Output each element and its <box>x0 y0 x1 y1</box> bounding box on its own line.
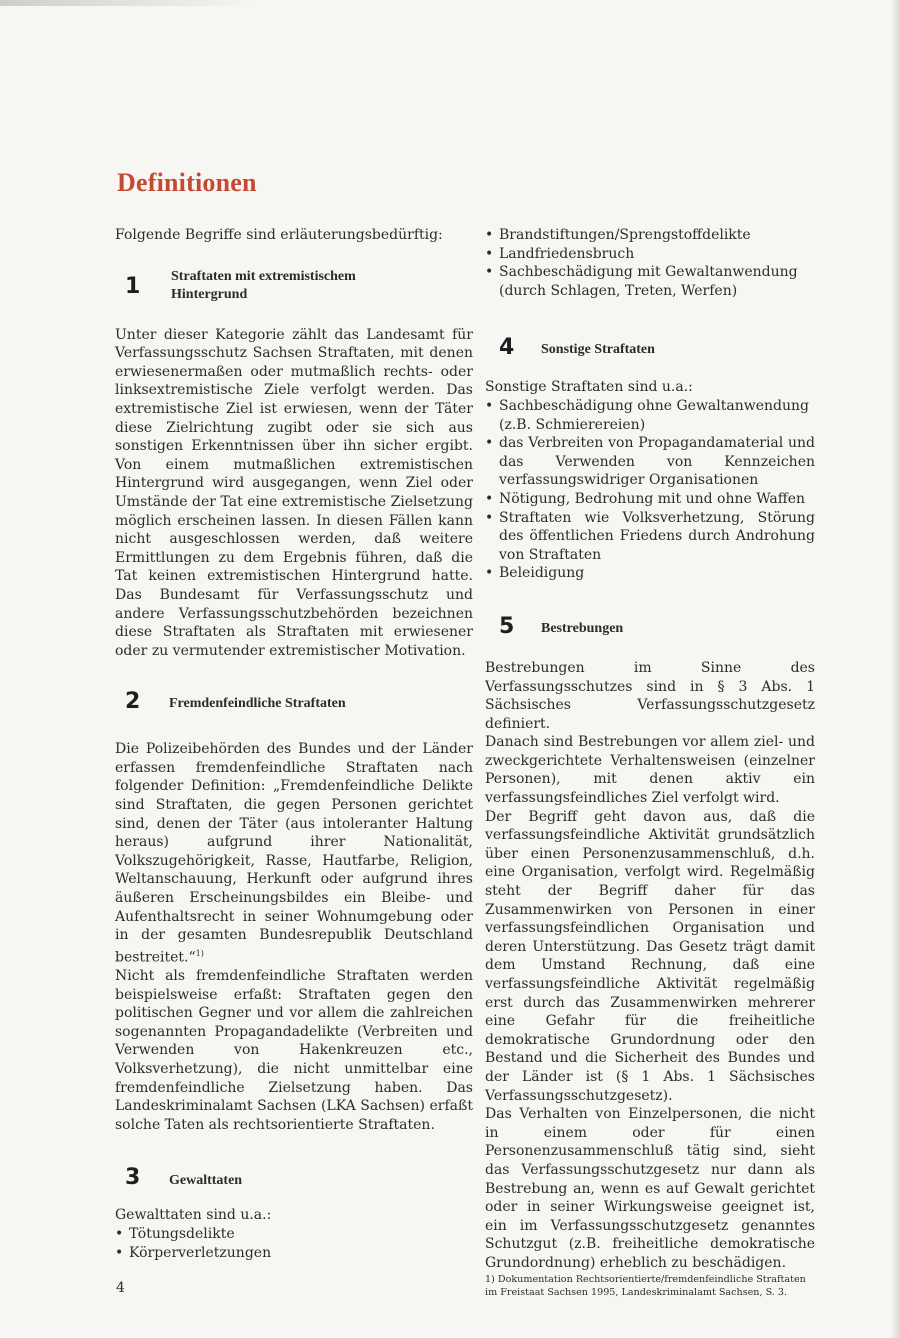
section-4-lead: Sonstige Straftaten sind u.a.: <box>485 379 693 396</box>
section-title: Sonstige Straftaten <box>541 342 655 358</box>
intro-text: Folgende Begriffe sind erläuterungsbedürftig: <box>115 227 443 243</box>
footnote: 1) Dokumentation Rechtsorientierte/fremdenfeindliche Straftaten im Freistaat Sachsen 1995, Landeskriminalamt Sachsen, S. 3. <box>485 1273 806 1298</box>
section-3-heading <box>115 1166 473 1190</box>
section-4-heading <box>485 336 815 360</box>
section-number: 3 <box>125 1165 141 1191</box>
section-number: 5 <box>499 613 515 639</box>
page-title: Definitionen <box>117 168 257 197</box>
section-3-list-right <box>485 226 815 300</box>
section-1-text: Unter dieser Kategorie zählt das Landesamt für Verfassungsschutz Sachsen Straftaten, mit denen erwiesenermaßen oder mutmaßlich rechts- oder linksextremistische Ziele verfolgt werden. Das extremistische Ziel ist erwiesen, wenn der Täter diese Zielrichtung zugibt oder sie sich aus sonstigen Erkenntnissen über ihn sicher ergibt. Von einem mutmaßlichen extremistischen Hintergrund wird ausgegangen, wenn Ziel oder Umstände der Tat eine extremistische Zielsetzung möglich erscheinen lassen. In diesen Fällen kann nicht ausgeschlossen werden, daß weitere Ermittlungen zu dem Ergebnis führen, daß die Tat keinen extremistischen Hintergrund hatte. Das Bundesamt für Verfassungsschutz und andere Verfassungsschutzbehörden bezeichnen diese Straftaten als Straftaten mit erwiesener oder zu vermutender extremistischer Motivation. <box>115 326 473 659</box>
list-item: • Straftaten wie Volksverhetzung, Störung des öffentlichen Friedens durch Androhung von Straftaten <box>485 509 815 565</box>
section-title: Bestrebungen <box>541 620 624 636</box>
list-item: • Sachbeschädigung mit Gewaltanwendung (durch Schlagen, Treten, Werfen) <box>485 263 815 300</box>
list-item: • Körperverletzungen <box>115 1244 473 1263</box>
section-3-list-left <box>115 1225 473 1262</box>
scan-edge-shadow <box>0 0 260 6</box>
list-item: • Nötigung, Bedrohung mit und ohne Waffen <box>485 490 815 509</box>
section-number: 2 <box>125 689 141 715</box>
list-item: • das Verbreiten von Propagandamaterial und das Verwenden von Kennzeichen verfassungswidriger Organisationen <box>485 434 815 490</box>
section-number: 1 <box>125 273 141 299</box>
footnote-ref: 1) <box>195 948 204 958</box>
list-item: • Tötungsdelikte <box>115 1225 473 1244</box>
section-title: Fremdenfeindliche Straftaten <box>169 696 346 712</box>
left-column <box>115 226 473 1262</box>
page-number: 4 <box>116 1280 125 1296</box>
list-item: • Sachbeschädigung ohne Gewaltanwendung (z.B. Schmierereien) <box>485 397 815 434</box>
section-1-heading <box>115 268 473 304</box>
section-5-text-2: Danach sind Bestrebungen vor allem ziel- und zweckgerichtete Verhaltensweisen (einzelner Personen), mit denen aktiv ein verfassungsfeindliches Ziel verfolgt wird. <box>485 734 815 807</box>
section-2-text-2: Nicht als fremdenfeindliche Straftaten werden beispielsweise erfaßt: Straftaten gegen den politischen Gegner und vor allem die zahlreichen sogenannten Propagandadelikte (Verbreiten und Verwenden von Hakenkreuzen etc., Volksverhetzung), die nicht unmittelbar eine fremdenfeindliche Zielsetzung haben. Das Landeskriminalamt Sachsen (LKA Sachsen) erfaßt solche Taten als rechtsorientierte Straftaten. <box>115 968 473 1133</box>
page-edge-shadow <box>890 0 900 1338</box>
list-item: • Landfriedensbruch <box>485 245 815 264</box>
section-5-text-4: Das Verhalten von Einzelpersonen, die nicht in einem oder für einen Personenzusammenschluß tätig sind, sieht das Verfassungsschutzgesetz nur dann als Bestrebung an, wenn es auf Gewalt gerichtet oder in seiner Wirkungsweise geeignet ist, ein im Verfassungsschutzgesetz genanntes Schutzgut (z.B. freiheitliche demokratische Grundordnung) erheblich zu beschädigen. <box>485 1106 815 1271</box>
section-2-heading <box>115 690 473 714</box>
list-item: • Brandstiftungen/Sprengstoffdelikte <box>485 226 815 245</box>
section-3-lead: Gewalttaten sind u.a.: <box>115 1207 272 1224</box>
list-item: • Beleidigung <box>485 564 815 583</box>
section-5-text-1: Bestrebungen im Sinne des Verfassungsschutzes sind in § 3 Abs. 1 Sächsisches Verfassungsschutzgesetz definiert. <box>485 659 815 732</box>
section-5-heading <box>485 615 815 639</box>
section-2-text-1: Die Polizeibehörden des Bundes und der Länder erfassen fremdenfeindliche Straftaten nach folgender Definition: „Fremdenfeindliche Delikte sind Straftaten, die gegen Personen gerichtet sind, denen der Täter (aus intoleranter Haltung heraus) aufgrund ihrer Nationalität, Volkszugehörigkeit, Rasse, Hautfarbe, Religion, Weltanschauung, Herkunft oder aufgrund ihres äußeren Erscheinungsbildes ein Bleibe- und Aufenthaltsrecht in seiner Wohnumgebung oder in der gesamten Bundesrepublik Deutschland bestreitet.“$^{1)}$ <box>115 741 473 966</box>
section-title: Straftaten mit extremistischem Hintergrund <box>171 268 356 302</box>
section-number: 4 <box>499 335 515 361</box>
right-column <box>485 226 815 1299</box>
section-title: Gewalttaten <box>169 1173 243 1189</box>
section-5-text-3: Der Begriff geht davon aus, daß die verfassungsfeindliche Aktivität grundsätzlich über einen Personenzusammenschluß, d.h. eine Organisation, verfolgt wird. Regelmäßig steht der Begriff daher für das Zusammenwirken von Personen in einer verfassungsfeindlichen Organisation und deren Unterstützung. Das Gesetz trägt damit dem Umstand Rechnung, daß eine verfassungsfeindliche Aktivität regelmäßig erst durch das Zusammenwirken mehrerer eine Gefahr für die freiheitliche demokratische Grundordnung oder den Bestand und die Sicherheit des Bundes und der Länder ist (§ 1 Abs. 1 Sächsisches Verfassungsschutzgesetz). <box>485 808 815 1104</box>
section-4-list <box>485 397 815 583</box>
